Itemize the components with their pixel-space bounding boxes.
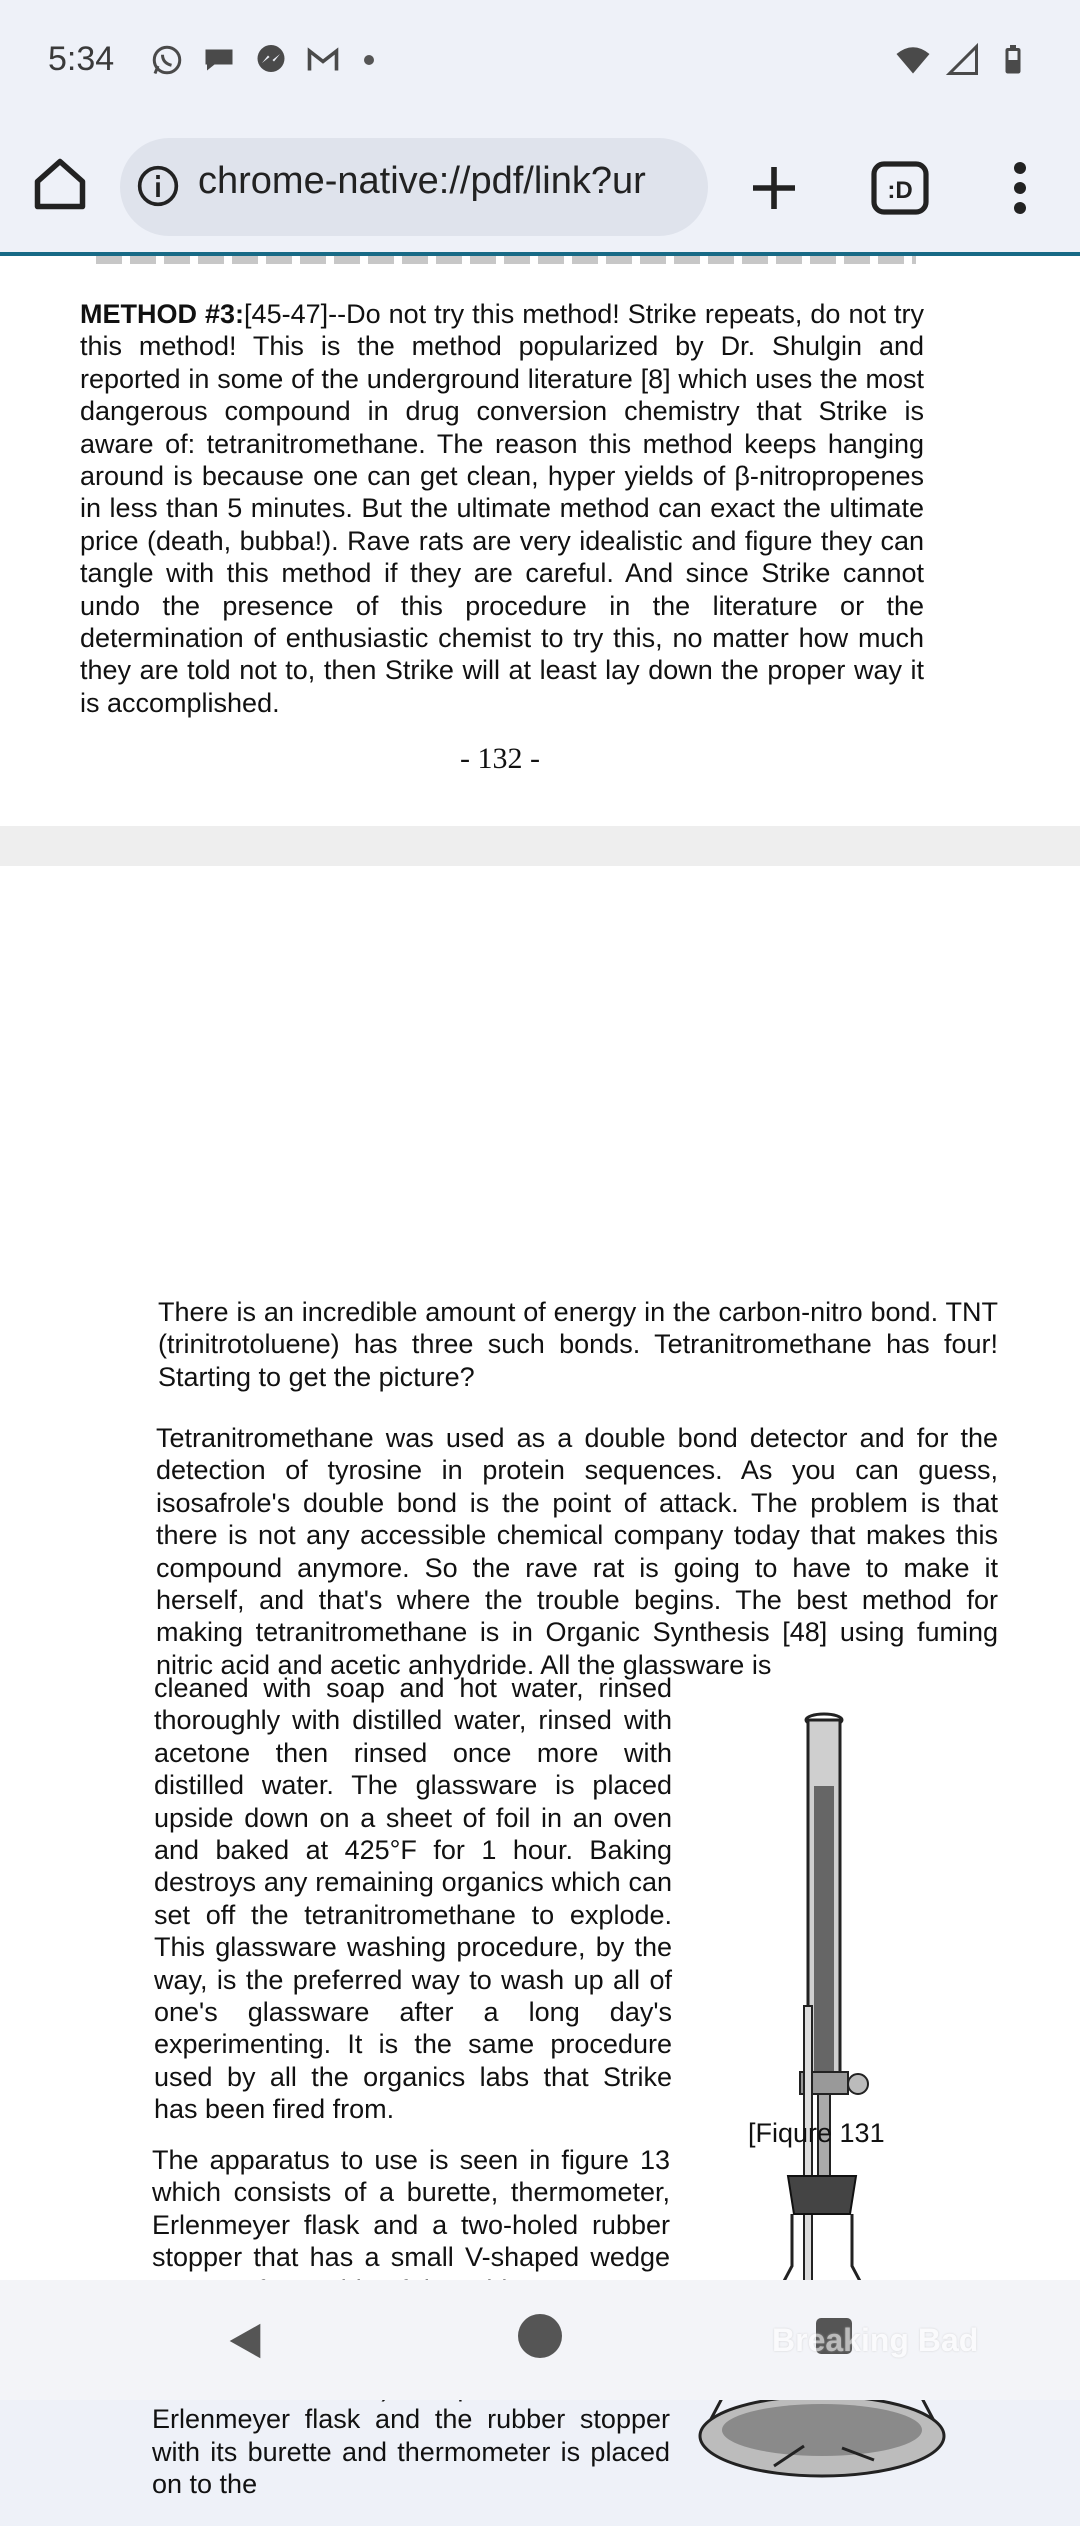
watermark: Breaking Bad bbox=[772, 2322, 979, 2358]
tab-count-label: :D bbox=[887, 177, 913, 204]
status-time: 5:34 bbox=[48, 40, 115, 78]
page-number: - 132 - bbox=[460, 742, 540, 775]
figure-caption: [Fiqure 131 bbox=[748, 2118, 885, 2148]
more-options-icon[interactable] bbox=[1000, 160, 1040, 216]
paragraph-tetranitromethane: Tetranitromethane was used as a double bond detector and for the detection of tyrosine in protein sequences. As you can guess, isosafrole's double bond is the point of attack. The problem is that there is not any accessible chemical company today that makes this compound anymore. So the rave rat is going to have to make it herself, and that's where the trouble begins. The best method for making tetranitromethane is in Organic Synthesis [48] using fuming nitric acid and acetic anhydride. All the glassware is bbox=[156, 1423, 998, 1680]
back-icon[interactable] bbox=[222, 2318, 268, 2364]
whatsapp-icon bbox=[148, 42, 186, 78]
more-notifications-dot bbox=[364, 55, 374, 65]
system-icons bbox=[894, 42, 1032, 78]
method-paragraph bbox=[80, 298, 924, 719]
notification-icons bbox=[148, 42, 374, 78]
site-info-icon[interactable] bbox=[136, 164, 180, 208]
paragraph-carbon-nitro: There is an incredible amount of energy in the carbon-nitro bond. TNT (trinitrotoluene) has three such bonds. Tetranitromethane has four! Starting to get the picture? bbox=[158, 1297, 998, 1392]
chat-bubble-icon bbox=[200, 42, 238, 78]
tab-switcher-button[interactable] bbox=[870, 160, 930, 216]
wifi-icon bbox=[894, 42, 932, 78]
method-text: [45-47]--Do not try this method! Strike repeats, do not try this method! This is the method popularized by Dr. Shulgin and reported in some of the underground literature [8] which uses the most dangerous compound in drug conversion chemistry that Strike is aware of: tetranitromethane. The reason this method keeps hanging around is because one can get clean, hyper yields of β-nitropropenes in less than 5 minutes. But the ultimate method can exact the ultimate price (death, bubba!). Rave rats are very idealistic and figure they can tangle with this method if they are careful. And since Strike cannot undo the presence of this procedure in the literature or the determination of enthusiastic chemist to try this, no matter how much they are told not to, then Strike will at least lay down the proper way it is accomplished. bbox=[80, 299, 924, 718]
cut-off-text-line bbox=[96, 256, 916, 264]
new-tab-icon[interactable] bbox=[746, 160, 802, 216]
messenger-icon bbox=[252, 42, 290, 78]
url-text[interactable]: chrome-native://pdf/link?ur bbox=[198, 160, 646, 202]
home-nav-icon[interactable] bbox=[518, 2314, 562, 2358]
status-bar bbox=[0, 0, 1080, 120]
pdf-page-132 bbox=[0, 256, 1080, 826]
paragraph-glassware: cleaned with soap and hot water, rinsed thoroughly with distilled water, rinsed with acetone then rinsed once more with distilled water. The glassware is placed upside down on a sheet of foil in an oven and baked at 425°F for 1 hour. Baking destroys any remaining organics which can set off the tetranitromethane to explode. This glassware washing procedure, by the way, is the preferred way to wash up all of one's glassware after a long day's experimenting. It is the same procedure used by all the organics labs that Strike has been fired from. bbox=[154, 1673, 672, 2125]
method-heading: METHOD #3: bbox=[80, 299, 245, 329]
battery-icon bbox=[994, 42, 1032, 78]
paragraph-apparatus: The apparatus to use is seen in figure 13 which consists of a burette, thermometer, Erlenmeyer flask and a two-holed rubber stopper that has a small V-shaped wedge Erlenmeyer flask and the rubber stopper with its burette and thermometer is placed on to the bbox=[152, 2145, 670, 2500]
page-separator bbox=[0, 826, 1080, 866]
figure-apparatus-illustration bbox=[692, 1706, 952, 2526]
gmail-icon bbox=[304, 42, 342, 78]
signal-icon bbox=[944, 42, 982, 78]
home-icon[interactable] bbox=[30, 154, 90, 214]
